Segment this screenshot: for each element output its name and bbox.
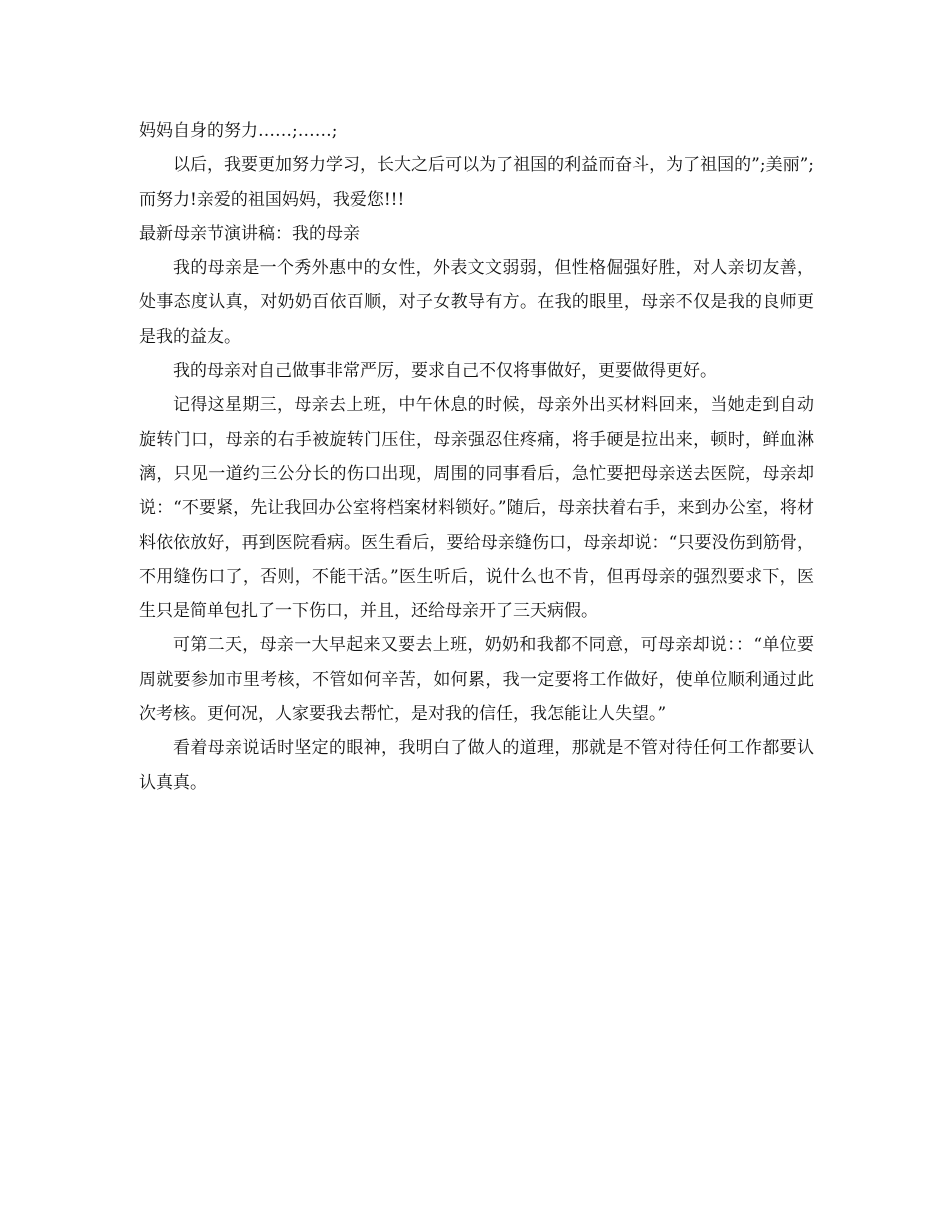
paragraph-closing-wish: 以后，我要更加努力学习，长大之后可以为了祖国的利益而奋斗，为了祖国的”;美丽”;而努力!亲爱的祖国妈妈，我爱您!!! bbox=[139, 155, 814, 210]
document-body bbox=[139, 114, 814, 800]
paragraph-strict-with-self: 我的母亲对自己做事非常严厉，要求自己不仅将事做好，更要做得更好。 bbox=[173, 361, 717, 382]
paragraph-continuation: 妈妈自身的努力……;……; bbox=[139, 121, 338, 141]
paragraph-next-day: 可第二天，母亲一大早起来又要去上班，奶奶和我都不同意，可母亲却说：：“单位要周就要参加市里考核，不管如何辛苦，如何累，我一定要将工作做好，使单位顺利通过此次考核。更何况，人家要我去帮忙，是对我的信任，我怎能让人失望。” bbox=[139, 635, 814, 725]
paragraph-conclusion: 看着母亲说话时坚定的眼神，我明白了做人的道理，那就是不管对待任何工作都要认认真真。 bbox=[139, 738, 814, 793]
paragraph-mother-description: 我的母亲是一个秀外惠中的女性，外表文文弱弱，但性格倔强好胜，对人亲切友善，处事态度认真，对奶奶百依百顺，对子女教导有方。在我的眼里，母亲不仅是我的良师更是我的益友。 bbox=[139, 258, 814, 347]
section-heading: 最新母亲节演讲稿：我的母亲 bbox=[139, 223, 360, 244]
paragraph-injury-story: 记得这星期三，母亲去上班，中午休息的时候，母亲外出买材料回来，当她走到自动旋转门口，母亲的右手被旋转门压住，母亲强忍住疼痛，将手硬是拉出来，顿时，鲜血淋漓，只见一道约三公分长的伤口出现，周围的同事看后，急忙要把母亲送去医院，母亲却说：“不要紧，先让我回办公室将档案材料锁好。”随后，母亲扶着右手，来到办公室，将材料依依放好，再到医院看病。医生看后，要给母亲缝伤口，母亲却说：“只要没伤到筋骨，不用缝伤口了，否则，不能干活。”医生听后，说什么也不肯，但再母亲的强烈要求下，医生只是简单包扎了一下伤口，并且，还给母亲开了三天病假。 bbox=[139, 395, 814, 622]
